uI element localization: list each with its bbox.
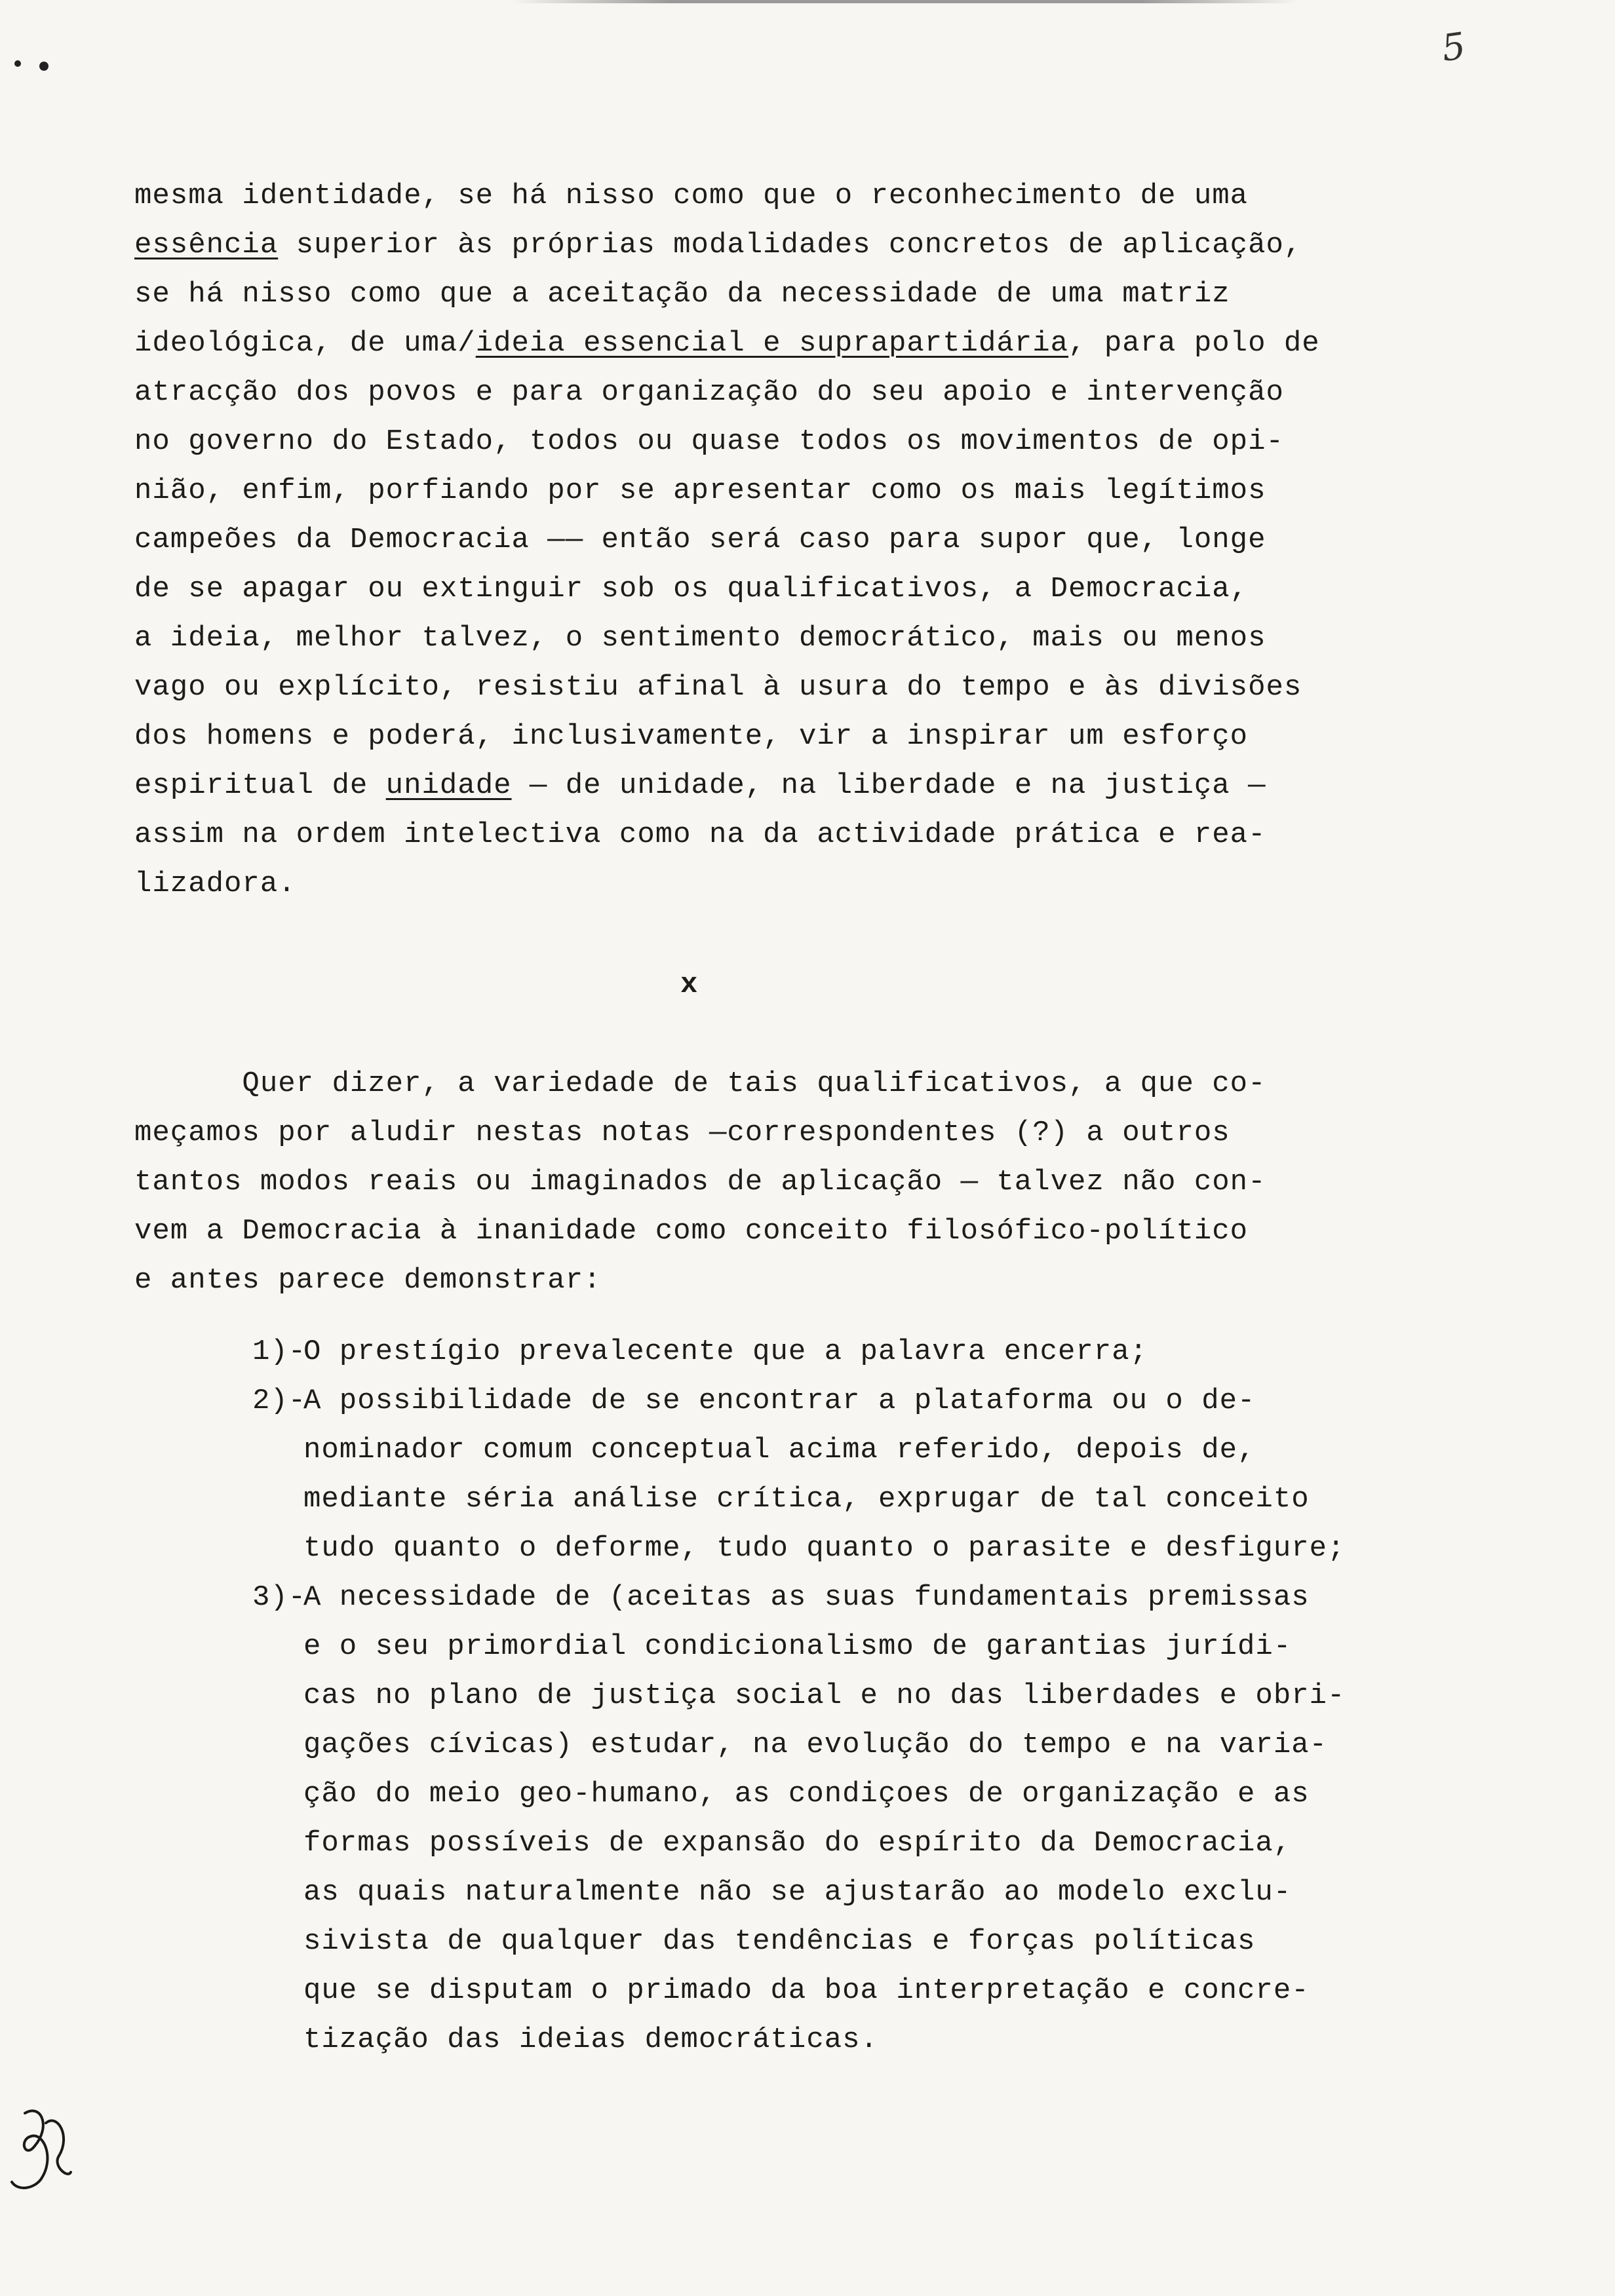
handwritten-signature xyxy=(5,2100,77,2198)
list-item xyxy=(252,1573,1345,2065)
list-marker: 3)- xyxy=(252,1581,307,1614)
list-item-continuation: tudo quanto o deforme, tudo quanto o parasite e desfigure; xyxy=(303,1532,1346,1565)
underlined-phrase: essência xyxy=(134,229,279,261)
underlined-phrase: unidade xyxy=(385,769,512,802)
paragraph-2-line: tantos modos reais ou imaginados de aplicação — talvez não con- xyxy=(134,1166,1266,1198)
paragraph-2-line: Quer dizer, a variedade de tais qualificativos, a que co- xyxy=(134,1067,1266,1100)
paragraph-1-line xyxy=(134,221,1320,270)
list-item-continuation: formas possíveis de expansão do espírito da Democracia, xyxy=(303,1827,1292,1860)
section-mark: x xyxy=(680,968,698,1001)
list-item-first-line: 2)-A possibilidade de se encontrar a plataforma ou o de- xyxy=(252,1377,1345,1426)
underlined-phrase: ideia essencial e suprapartidária xyxy=(475,327,1069,360)
paragraph-1-line: campeões da Democracia —— então será caso para supor que, longe xyxy=(134,524,1266,556)
paragraph-1-line: nião, enfim, porfiando por se apresentar como os mais legítimos xyxy=(134,474,1266,507)
numbered-list xyxy=(252,1328,1345,2065)
paragraph-1-line: atracção dos povos e para organização do seu apoio e intervenção xyxy=(134,376,1284,409)
list-item-continuation: que se disputam o primado da boa interpretação e concre- xyxy=(303,1974,1310,2007)
list-item-continuation: gações cívicas) estudar, na evolução do tempo e na varia- xyxy=(303,1729,1328,1761)
paragraph-1-line: no governo do Estado, todos ou quase todos os movimentos de opi- xyxy=(134,425,1284,458)
list-item-continuation: nominador comum conceptual acima referido, depois de, xyxy=(303,1434,1256,1466)
text-run: espiritual de xyxy=(134,769,386,802)
paragraph-1-line xyxy=(134,761,1320,811)
paragraph-1-line xyxy=(134,319,1320,368)
scan-top-edge xyxy=(511,0,1298,3)
paragraph-1-line: vago ou explícito, resistiu afinal à usura do tempo e às divisões xyxy=(134,671,1302,704)
paragraph-1-line: a ideia, melhor talvez, o sentimento democrático, mais ou menos xyxy=(134,622,1266,655)
list-item xyxy=(252,1328,1345,1377)
list-item-continuation: as quais naturalmente não se ajustarão ao modelo exclu- xyxy=(303,1876,1292,1909)
text-run: ideológica, de uma/ xyxy=(134,327,476,360)
text-run: — de unidade, na liberdade e na justiça — xyxy=(511,769,1266,802)
list-item-continuation: tização das ideias democráticas. xyxy=(303,2023,878,2056)
list-item-continuation: sivista de qualquer das tendências e forças políticas xyxy=(303,1925,1256,1958)
page-number: 5 xyxy=(1439,24,1468,71)
paragraph-1-line: se há nisso como que a aceitação da necessidade de uma matriz xyxy=(134,278,1230,311)
list-item-continuation: e o seu primordial condicionalismo de garantias jurídi- xyxy=(303,1630,1292,1663)
paragraph-2 xyxy=(134,1060,1266,1305)
list-marker: 2)- xyxy=(252,1385,307,1417)
list-item-continuation: mediante séria análise crítica, exprugar de tal conceito xyxy=(303,1483,1310,1516)
list-marker: 1)- xyxy=(252,1335,307,1368)
text-run: , para polo de xyxy=(1068,327,1320,360)
paragraph-1-line: assim na ordem intelectiva como na da actividade prática e rea- xyxy=(134,818,1266,851)
text-run: superior às próprias modalidades concretos de aplicação, xyxy=(278,229,1302,261)
paragraph-2-line: meçamos por aludir nestas notas —correspondentes (?) a outros xyxy=(134,1117,1230,1149)
scan-speck xyxy=(39,62,49,71)
list-item-first-line: 3)-A necessidade de (aceitas as suas fundamentais premissas xyxy=(252,1573,1345,1622)
paragraph-1-line: mesma identidade, se há nisso como que o reconhecimento de uma xyxy=(134,180,1249,212)
paragraph-1 xyxy=(134,172,1320,909)
paragraph-1-line: de se apagar ou extinguir sob os qualificativos, a Democracia, xyxy=(134,573,1249,605)
list-item xyxy=(252,1377,1345,1573)
paragraph-2-line: e antes parece demonstrar: xyxy=(134,1264,602,1297)
list-item-continuation: ção do meio geo-humano, as condiçoes de organização e as xyxy=(303,1778,1310,1810)
paragraph-2-line: vem a Democracia à inanidade como conceito filosófico-político xyxy=(134,1215,1249,1248)
paragraph-1-line: dos homens e poderá, inclusivamente, vir a inspirar um esforço xyxy=(134,720,1249,753)
list-item-continuation: cas no plano de justiça social e no das liberdades e obri- xyxy=(303,1679,1346,1712)
list-item-first-line: 1)-O prestígio prevalecente que a palavra encerra; xyxy=(252,1328,1345,1377)
scan-speck xyxy=(14,60,21,67)
paragraph-1-line: lizadora. xyxy=(134,868,296,900)
